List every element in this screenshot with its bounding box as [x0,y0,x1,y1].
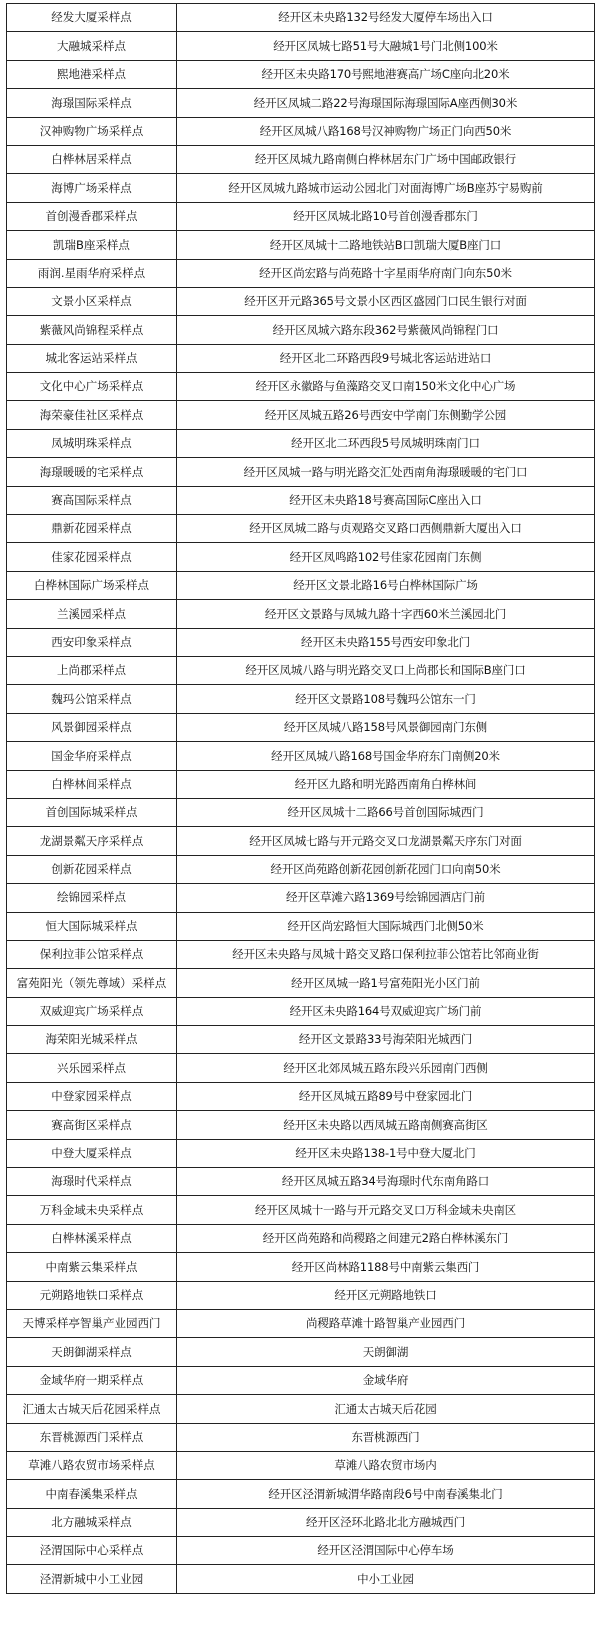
table-row [7,1054,595,1082]
sampling-point-address: 经开区文景北路16号白桦林国际广场 [177,571,595,599]
sampling-point-name: 海荣豪佳社区采样点 [7,401,177,429]
sampling-point-name: 泾渭国际中心采样点 [7,1537,177,1565]
sampling-point-address: 经开区凤城五路26号西安中学南门东侧勤学公园 [177,401,595,429]
sampling-point-address: 金域华府 [177,1366,595,1394]
table-row [7,486,595,514]
sampling-point-address: 汇通太古城天后花园 [177,1395,595,1423]
sampling-point-address: 经开区未央路138-1号中登大厦北门 [177,1139,595,1167]
sampling-point-name: 泾渭新城中小工业园 [7,1565,177,1593]
sampling-point-name: 富苑阳光（领先尊域）采样点 [7,969,177,997]
table-row [7,1196,595,1224]
sampling-point-name: 中登家园采样点 [7,1082,177,1110]
sampling-point-address: 经开区九路和明光路西南角白桦林间 [177,770,595,798]
sampling-point-name: 国金华府采样点 [7,742,177,770]
sampling-point-address: 经开区凤城六路东段362号紫薇风尚锦程门口 [177,316,595,344]
table-row [7,231,595,259]
table-row [7,1480,595,1508]
sampling-point-name: 熙地港采样点 [7,60,177,88]
sampling-point-name: 保利拉菲公馆采样点 [7,940,177,968]
sampling-point-address: 经开区凤城五路34号海璟时代东南角路口 [177,1168,595,1196]
sampling-point-name: 北方融城采样点 [7,1508,177,1536]
sampling-point-name: 文化中心广场采样点 [7,373,177,401]
sampling-point-name: 天博采样亭智巢产业园西门 [7,1309,177,1337]
sampling-point-address: 中小工业园 [177,1565,595,1593]
table-row [7,1395,595,1423]
table-row [7,969,595,997]
sampling-point-name: 兴乐园采样点 [7,1054,177,1082]
sampling-point-address: 经开区未央路132号经发大厦停车场出入口 [177,4,595,32]
sampling-point-address: 经开区凤城九路城市运动公园北门对面海博广场B座苏宁易购前 [177,174,595,202]
sampling-point-name: 文景小区采样点 [7,287,177,315]
table-row [7,571,595,599]
table-row [7,429,595,457]
sampling-point-address: 经开区永徽路与鱼藻路交叉口南150米文化中心广场 [177,373,595,401]
sampling-point-name: 海璟国际采样点 [7,89,177,117]
table-row [7,145,595,173]
table-body [7,4,595,1594]
table-row [7,628,595,656]
table-row [7,770,595,798]
table-row [7,685,595,713]
sampling-point-address: 经开区泾渭国际中心停车场 [177,1537,595,1565]
sampling-point-name: 首创国际城采样点 [7,798,177,826]
table-row [7,1451,595,1479]
sampling-point-address: 经开区凤城八路158号风景御园南门东侧 [177,713,595,741]
sampling-point-name: 风景御园采样点 [7,713,177,741]
sampling-point-address: 经开区草滩六路1369号绘锦园酒店门前 [177,884,595,912]
sampling-point-address: 经开区北二环西段5号凤城明珠南门口 [177,429,595,457]
sampling-point-address: 东晋桃源西门 [177,1423,595,1451]
table-row [7,1168,595,1196]
table-row [7,1537,595,1565]
sampling-point-name: 鼎新花园采样点 [7,515,177,543]
sampling-point-address: 尚稷路草滩十路智巢产业园西门 [177,1309,595,1337]
sampling-point-name: 紫薇风尚锦程采样点 [7,316,177,344]
sampling-point-address: 经开区北郊凤城五路东段兴乐园南门西侧 [177,1054,595,1082]
sampling-point-name: 汇通太古城天后花园采样点 [7,1395,177,1423]
sampling-point-address: 经开区凤鸣路102号佳家花园南门东侧 [177,543,595,571]
sampling-point-address: 经开区未央路155号西安印象北门 [177,628,595,656]
sampling-point-address: 经开区北二环路西段9号城北客运站进站口 [177,344,595,372]
sampling-point-address: 经开区凤城八路与明光路交叉口上尚郡长和国际B座门口 [177,656,595,684]
sampling-point-address: 经开区凤城十一路与开元路交叉口万科金域未央南区 [177,1196,595,1224]
sampling-point-name: 汉神购物广场采样点 [7,117,177,145]
table-row [7,1309,595,1337]
sampling-point-name: 凯瑞B座采样点 [7,231,177,259]
sampling-point-name: 首创漫香郡采样点 [7,202,177,230]
table-row [7,798,595,826]
sampling-point-address: 经开区未央路164号双威迎宾广场门前 [177,997,595,1025]
sampling-point-address: 经开区尚苑路创新花园创新花园门口向南50米 [177,855,595,883]
table-row [7,855,595,883]
sampling-point-address: 经开区凤城一路与明光路交汇处西南角海璟暖暖的宅门口 [177,458,595,486]
sampling-point-name: 万科金域未央采样点 [7,1196,177,1224]
sampling-point-address: 经开区凤城二路22号海璟国际海璟国际A座西侧30米 [177,89,595,117]
sampling-point-address: 经开区文景路33号海荣阳光城西门 [177,1026,595,1054]
sampling-point-address: 经开区凤城二路与贞观路交叉路口西侧鼎新大厦出入口 [177,515,595,543]
table-row [7,997,595,1025]
table-row [7,316,595,344]
table-row [7,259,595,287]
sampling-point-name: 天朗御湖采样点 [7,1338,177,1366]
sampling-point-address: 经开区未央路18号赛高国际C座出入口 [177,486,595,514]
sampling-point-name: 创新花园采样点 [7,855,177,883]
sampling-point-name: 兰溪园采样点 [7,600,177,628]
sampling-point-address: 经开区尚宏路与尚苑路十字星雨华府南门向东50米 [177,259,595,287]
table-row [7,89,595,117]
sampling-point-address: 经开区泾环北路北北方融城西门 [177,1508,595,1536]
table-row [7,515,595,543]
table-row [7,1139,595,1167]
sampling-point-name: 绘锦园采样点 [7,884,177,912]
table-row [7,458,595,486]
sampling-point-name: 海璟时代采样点 [7,1168,177,1196]
sampling-point-name: 雨润.星雨华府采样点 [7,259,177,287]
sampling-point-address: 经开区文景路与凤城九路十字西60米兰溪园北门 [177,600,595,628]
sampling-point-name: 大融城采样点 [7,32,177,60]
sampling-point-name: 元朔路地铁口采样点 [7,1281,177,1309]
sampling-point-address: 经开区凤城十二路地铁站B口凯瑞大厦B座门口 [177,231,595,259]
table-row [7,1224,595,1252]
sampling-points-table [6,3,595,1594]
sampling-point-name: 经发大厦采样点 [7,4,177,32]
sampling-point-address: 经开区凤城五路89号中登家园北门 [177,1082,595,1110]
sampling-point-address: 天朗御湖 [177,1338,595,1366]
sampling-point-name: 中登大厦采样点 [7,1139,177,1167]
sampling-point-name: 金域华府一期采样点 [7,1366,177,1394]
table-row [7,1253,595,1281]
table-row [7,1423,595,1451]
table-row [7,1281,595,1309]
table-row [7,373,595,401]
sampling-point-name: 城北客运站采样点 [7,344,177,372]
sampling-point-name: 中南紫云集采样点 [7,1253,177,1281]
table-row [7,4,595,32]
sampling-point-address: 经开区凤城七路与开元路交叉口龙湖景粼天序东门对面 [177,827,595,855]
table-row [7,543,595,571]
table-row [7,344,595,372]
sampling-point-name: 白桦林国际广场采样点 [7,571,177,599]
sampling-point-address: 经开区尚宏路恒大国际城西门北侧50米 [177,912,595,940]
table-row [7,1111,595,1139]
sampling-point-name: 东晋桃源西门采样点 [7,1423,177,1451]
table-row [7,1565,595,1593]
table-row [7,1366,595,1394]
table-row [7,32,595,60]
sampling-point-address: 经开区凤城八路168号国金华府东门南侧20米 [177,742,595,770]
sampling-point-name: 海璟暖暖的宅采样点 [7,458,177,486]
sampling-point-address: 草滩八路农贸市场内 [177,1451,595,1479]
sampling-point-address: 经开区元朔路地铁口 [177,1281,595,1309]
table-row [7,401,595,429]
sampling-point-name: 佳家花园采样点 [7,543,177,571]
sampling-point-name: 魏玛公馆采样点 [7,685,177,713]
sampling-point-address: 经开区泾渭新城渭华路南段6号中南春溪集北门 [177,1480,595,1508]
sampling-point-name: 白桦林溪采样点 [7,1224,177,1252]
sampling-point-address: 经开区未央路以西凤城五路南侧赛高街区 [177,1111,595,1139]
sampling-point-address: 经开区尚苑路和尚稷路之间建元2路白桦林溪东门 [177,1224,595,1252]
table-row [7,884,595,912]
table-row [7,912,595,940]
sampling-point-address: 经开区凤城十二路66号首创国际城西门 [177,798,595,826]
sampling-point-name: 白桦林间采样点 [7,770,177,798]
table-row [7,600,595,628]
sampling-point-name: 龙湖景粼天序采样点 [7,827,177,855]
sampling-point-name: 西安印象采样点 [7,628,177,656]
sampling-point-address: 经开区未央路与凤城十路交叉路口保利拉菲公馆若比邻商业街 [177,940,595,968]
table-row [7,656,595,684]
table-row [7,1508,595,1536]
sampling-point-name: 上尚郡采样点 [7,656,177,684]
table-row [7,174,595,202]
sampling-point-address: 经开区尚林路1188号中南紫云集西门 [177,1253,595,1281]
table-row [7,1338,595,1366]
table-row [7,287,595,315]
table-row [7,60,595,88]
sampling-point-name: 海荣阳光城采样点 [7,1026,177,1054]
sampling-point-address: 经开区凤城九路南侧白桦林居东门广场中国邮政银行 [177,145,595,173]
sampling-point-name: 恒大国际城采样点 [7,912,177,940]
sampling-point-address: 经开区凤城北路10号首创漫香郡东门 [177,202,595,230]
table-row [7,827,595,855]
sampling-point-address: 经开区未央路170号熙地港赛高广场C座向北20米 [177,60,595,88]
sampling-point-address: 经开区开元路365号文景小区西区盛园门口民生银行对面 [177,287,595,315]
sampling-point-name: 中南春溪集采样点 [7,1480,177,1508]
sampling-point-address: 经开区凤城七路51号大融城1号门北侧100米 [177,32,595,60]
table-row [7,1026,595,1054]
sampling-point-address: 经开区凤城一路1号富苑阳光小区门前 [177,969,595,997]
table-row [7,713,595,741]
table-row [7,940,595,968]
sampling-point-name: 白桦林居采样点 [7,145,177,173]
sampling-point-address: 经开区凤城八路168号汉神购物广场正门向西50米 [177,117,595,145]
sampling-point-address: 经开区文景路108号魏玛公馆东一门 [177,685,595,713]
sampling-point-name: 赛高国际采样点 [7,486,177,514]
sampling-point-name: 海博广场采样点 [7,174,177,202]
table-row [7,742,595,770]
table-row [7,1082,595,1110]
sampling-point-name: 双威迎宾广场采样点 [7,997,177,1025]
sampling-point-name: 凤城明珠采样点 [7,429,177,457]
sampling-point-name: 赛高街区采样点 [7,1111,177,1139]
table-row [7,117,595,145]
table-row [7,202,595,230]
sampling-point-name: 草滩八路农贸市场采样点 [7,1451,177,1479]
